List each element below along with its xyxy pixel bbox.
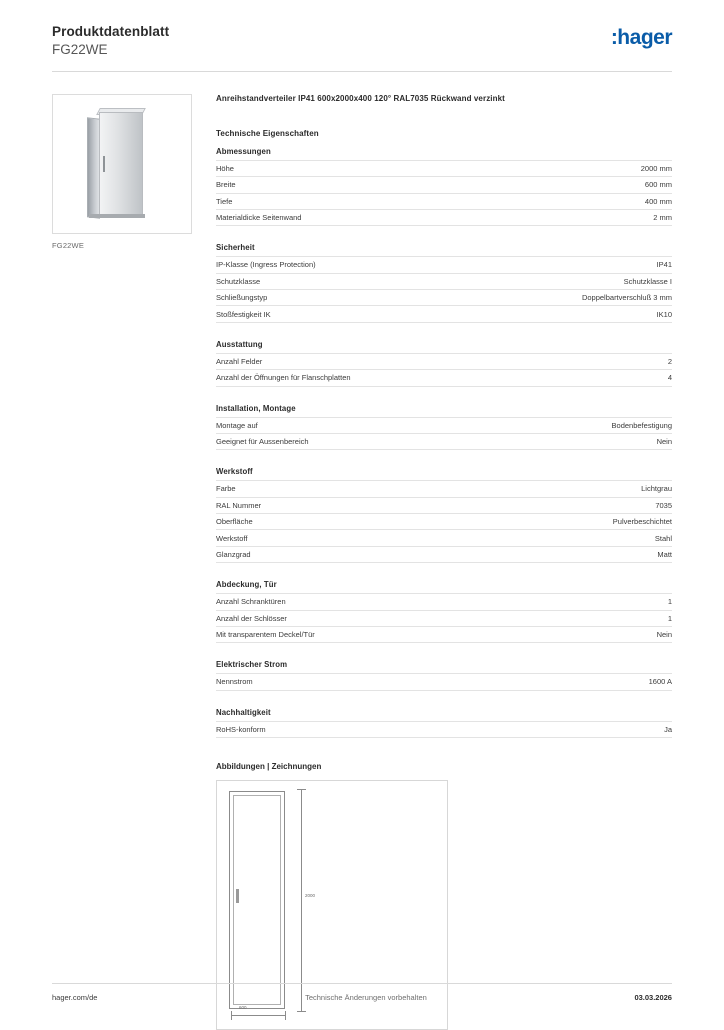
spec-group-title: Elektrischer Strom [216,660,288,670]
spec-key: Nennstrom [216,677,253,687]
spec-table [216,480,672,563]
spec-key: Oberfläche [216,517,253,527]
table-row [216,546,672,562]
page-title: Produktdatenblatt [52,24,170,39]
drawing-height-dimension-line [301,789,302,1011]
spec-group-title: Ausstattung [216,339,263,349]
spec-key: Werkstoff [216,533,248,543]
table-row [216,160,672,176]
spec-table [216,417,672,451]
spec-group-title: Installation, Montage [216,403,296,413]
spec-table [216,721,672,738]
drawing-height-cap-top [297,789,306,790]
table-row [216,530,672,546]
table-row [216,177,672,193]
spec-value: 600 mm [644,180,672,190]
spec-value: Pulverbeschichtet [612,517,672,527]
drawing-width-label: 600 [239,1005,247,1010]
spec-group-title: Werkstoff [216,467,253,477]
spec-key: Materialdicke Seitenwand [216,213,302,223]
hager-logo: :hager [610,26,672,49]
table-row [216,481,672,497]
footer-disclaimer: Technische Änderungen vorbehalten [305,993,427,1002]
spec-group [216,243,672,323]
cabinet-door [99,112,143,216]
footer-date: 03.03.2026 [634,993,672,1002]
spec-value: Nein [656,437,672,447]
spec-value: Doppelbartverschluß 3 mm [581,293,672,303]
spec-value: Lichtgrau [641,484,672,494]
table-row [216,273,672,289]
spec-value: Nein [656,630,672,640]
page-header [52,0,672,72]
cabinet-illustration [81,108,163,220]
drawing-width-cap-left [231,1011,232,1020]
spec-value: Matt [657,549,672,559]
table-row [216,626,672,642]
table-row [216,721,672,737]
spec-key: Farbe [216,484,236,494]
spec-value: Stahl [654,533,672,543]
spec-group [216,660,672,690]
product-reference: FG22WE [52,41,108,57]
product-image-caption: FG22WE [52,240,85,250]
spec-group-title: Sicherheit [216,243,255,253]
spec-group-title: Abmessungen [216,146,271,156]
drawing-width-dimension-line [231,1015,285,1016]
spec-key: Tiefe [216,196,233,206]
product-image [52,94,192,234]
spec-group [216,708,672,738]
spec-value: 1 [667,597,672,607]
spec-value: Schutzklasse I [623,276,672,286]
spec-value: 7035 [655,500,672,510]
drawings-section-title: Abbildungen | Zeichnungen [216,762,322,771]
spec-key: IP-Klasse (Ingress Protection) [216,260,316,270]
spec-value: 1600 A [648,677,672,687]
spec-value: 2 [667,356,672,366]
spec-value: 2 mm [653,213,672,223]
spec-group [216,580,672,643]
table-row [216,306,672,322]
drawing-height-label: 2000 [305,893,316,898]
spec-key: Anzahl Schranktüren [216,597,286,607]
table-row [216,209,672,225]
table-row [216,353,672,369]
spec-key: Glanzgrad [216,549,251,559]
spec-table [216,256,672,323]
spec-key: Anzahl der Öffnungen für Flanschplatten [216,373,351,383]
table-row [216,610,672,626]
table-row [216,497,672,513]
spec-value: IP41 [656,260,672,270]
spec-group [216,147,672,227]
specifications-column [216,94,672,1030]
table-row [216,594,672,610]
spec-key: Anzahl der Schlösser [216,613,287,623]
specs-section-title: Technische Eigenschaften [216,128,319,138]
spec-group [216,404,672,451]
spec-key: RoHS-konform [216,724,266,734]
product-image-column [52,94,192,1030]
spec-group [216,340,672,387]
table-row [216,257,672,273]
table-row [216,514,672,530]
spec-group [216,467,672,563]
table-row [216,433,672,449]
spec-key: Anzahl Felder [216,356,263,366]
spec-value: 4 [667,373,672,383]
spec-value: 1 [667,613,672,623]
spec-value: 400 mm [644,196,672,206]
product-description: Anreihstandverteiler IP41 600x2000x400 120° RAL7035 Rückwand verzinkt [216,93,505,103]
spec-key: Stoßfestigkeit IK [216,309,271,319]
spec-table [216,593,672,643]
spec-value: Bodenbefestigung [611,420,672,430]
cabinet-base [89,214,145,218]
table-row [216,674,672,690]
table-row [216,417,672,433]
table-row [216,193,672,209]
title-block [52,24,169,59]
table-row [216,370,672,386]
spec-groups [216,147,672,738]
page-footer [52,983,672,1002]
spec-key: Breite [216,180,236,190]
spec-value: 2000 mm [640,163,672,173]
footer-website[interactable]: hager.com/de [52,993,98,1002]
drawing-handle-icon [236,889,239,903]
spec-table [216,160,672,227]
page-content [52,72,672,1030]
spec-key: Schutzklasse [216,276,261,286]
spec-group-title: Nachhaltigkeit [216,707,271,717]
spec-key: Mit transparentem Deckel/Tür [216,630,315,640]
spec-value: Ja [664,724,672,734]
spec-value: IK10 [656,309,672,319]
spec-key: Höhe [216,163,234,173]
spec-key: Montage auf [216,420,258,430]
drawing-width-cap-right [285,1011,286,1020]
spec-table [216,353,672,387]
spec-table [216,673,672,690]
drawing-height-cap-bottom [297,1011,306,1012]
spec-key: Schließungstyp [216,293,268,303]
spec-key: RAL Nummer [216,500,262,510]
cabinet-handle-icon [103,156,105,172]
spec-group-title: Abdeckung, Tür [216,580,277,590]
table-row [216,290,672,306]
drawing-door-outline [233,795,281,1005]
spec-key: Geeignet für Aussenbereich [216,437,309,447]
